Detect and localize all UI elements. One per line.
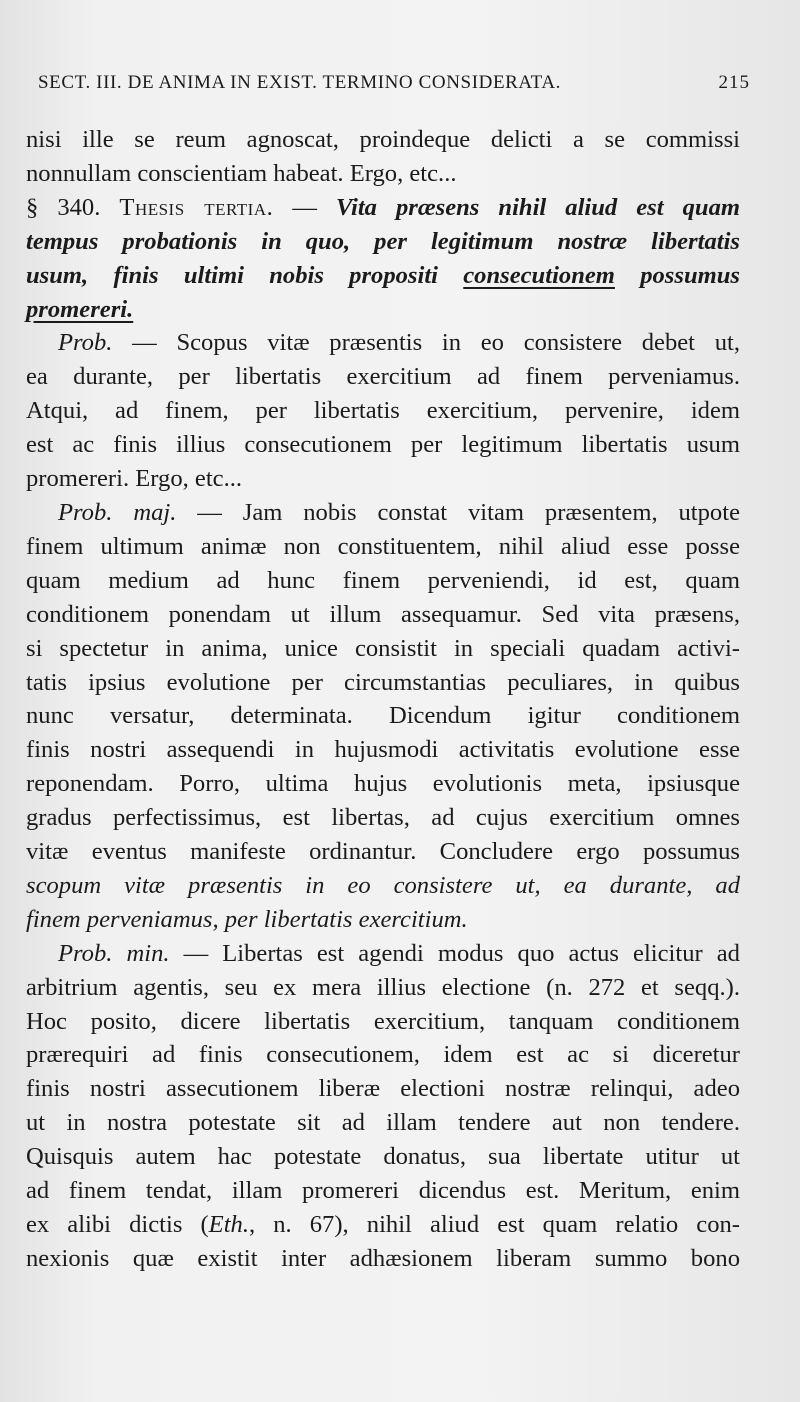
page-number: 215 bbox=[718, 72, 750, 93]
text-line: finis nostri assequendi in hujusmodi activitatis evolutione esse bbox=[26, 736, 740, 764]
text-line: nonnullam conscientiam habeat. Ergo, etc... bbox=[26, 159, 457, 187]
proof-line bbox=[26, 326, 740, 360]
text-line: Atqui, ad finem, per libertatis exercitium, pervenire, idem bbox=[26, 397, 740, 425]
proof-text: — Libertas est agendi modus quo actus elicitur ad bbox=[183, 939, 740, 967]
body-text bbox=[26, 123, 740, 1276]
thesis-statement-line bbox=[26, 259, 740, 293]
text-line: promereri. Ergo, etc... bbox=[26, 465, 243, 493]
proof-major-label: Prob. maj. bbox=[58, 498, 177, 526]
text-line: nisi ille se reum agnoscat, proindeque delicti a se commissi bbox=[26, 126, 740, 153]
text-line-with-reference bbox=[26, 1208, 740, 1242]
text-line: si spectetur in anima, unice consistit in speciali quadam activi- bbox=[26, 634, 740, 662]
text-line: nexionis quæ existit inter adhæsionem liberam summo bono bbox=[26, 1244, 740, 1272]
thesis-statement-line: promereri. bbox=[26, 295, 134, 323]
text-fragment: ex alibi dictis ( bbox=[26, 1211, 209, 1238]
text-line: nunc versatur, determinata. Dicendum igitur conditionem bbox=[26, 702, 740, 730]
underlined-word: consecutionem bbox=[463, 261, 615, 289]
thesis-fragment: possumus bbox=[640, 261, 740, 289]
thesis-fragment: usum, finis ultimi nobis propositi bbox=[26, 261, 438, 289]
proof-minor-label: Prob. min. bbox=[58, 939, 170, 967]
section-number: § 340. bbox=[26, 193, 101, 221]
text-line: tatis ipsius evolutione per circumstantias peculiares, in quibus bbox=[26, 668, 740, 696]
text-line: prærequiri ad finis consecutionem, idem est ac si diceretur bbox=[26, 1041, 740, 1069]
text-line: ut in nostra potestate sit ad illam tendere aut non tendere. bbox=[26, 1109, 740, 1137]
text-line: gradus perfectissimus, est libertas, ad cujus exercitium omnes bbox=[26, 804, 740, 832]
text-line: finis nostri assecutionem liberæ electioni nostræ relinqui, adeo bbox=[26, 1075, 740, 1103]
text-line: quam medium ad hunc finem perveniendi, id est, quam bbox=[26, 566, 740, 594]
italic-conclusion-line: finem perveniamus, per libertatis exercitium. bbox=[26, 905, 468, 933]
text-line: Quisquis autem hac potestate donatus, sua libertate utitur ut bbox=[26, 1143, 740, 1171]
text-line: conditionem ponendam ut illum assequamur. Sed vita præsens, bbox=[26, 600, 740, 628]
text-line: reponendam. Porro, ultima hujus evolutionis meta, ipsiusque bbox=[26, 770, 740, 798]
running-title: SECT. III. DE ANIMA IN EXIST. TERMINO CONSIDERATA. bbox=[38, 72, 561, 93]
text-line: Hoc posito, dicere libertatis exercitium, tanquam conditionem bbox=[26, 1007, 740, 1035]
thesis-heading-line bbox=[26, 191, 740, 225]
thesis-label: Thesis tertia. bbox=[119, 193, 274, 221]
text-line: est ac finis illius consecutionem per legitimum libertatis usum bbox=[26, 431, 740, 459]
text-line: vitæ eventus manifeste ordinantur. Concludere ergo possumus bbox=[26, 838, 740, 866]
dash: — bbox=[292, 193, 317, 221]
italic-conclusion-line: scopum vitæ præsentis in eo consistere ut, ea durante, ad bbox=[26, 871, 740, 899]
text-line: finem ultimum animæ non constituentem, nihil aliud esse posse bbox=[26, 532, 740, 560]
reference-abbrev: Eth. bbox=[208, 1211, 249, 1238]
text-line: arbitrium agentis, seu ex mera illius electione (n. 272 et seqq.). bbox=[26, 973, 740, 1001]
proof-text: — Scopus vitæ præsentis in eo consistere debet ut, bbox=[132, 329, 740, 357]
proof-label: Prob. bbox=[58, 329, 113, 357]
proof-major-line bbox=[26, 496, 740, 530]
text-line: ea durante, per libertatis exercitium ad finem perveniamus. bbox=[26, 363, 740, 391]
proof-text: — Jam nobis constat vitam præsentem, utpote bbox=[197, 498, 740, 526]
text-line: ad finem tendat, illam promereri dicendus est. Meritum, enim bbox=[26, 1177, 740, 1205]
running-header bbox=[38, 72, 750, 94]
proof-minor-line bbox=[26, 937, 740, 971]
thesis-statement-line: tempus probationis in quo, per legitimum nostræ libertatis bbox=[26, 227, 740, 255]
text-fragment: , n. 67), nihil aliud est quam relatio con- bbox=[248, 1211, 740, 1238]
thesis-statement: Vita præsens nihil aliud est quam bbox=[335, 193, 741, 221]
